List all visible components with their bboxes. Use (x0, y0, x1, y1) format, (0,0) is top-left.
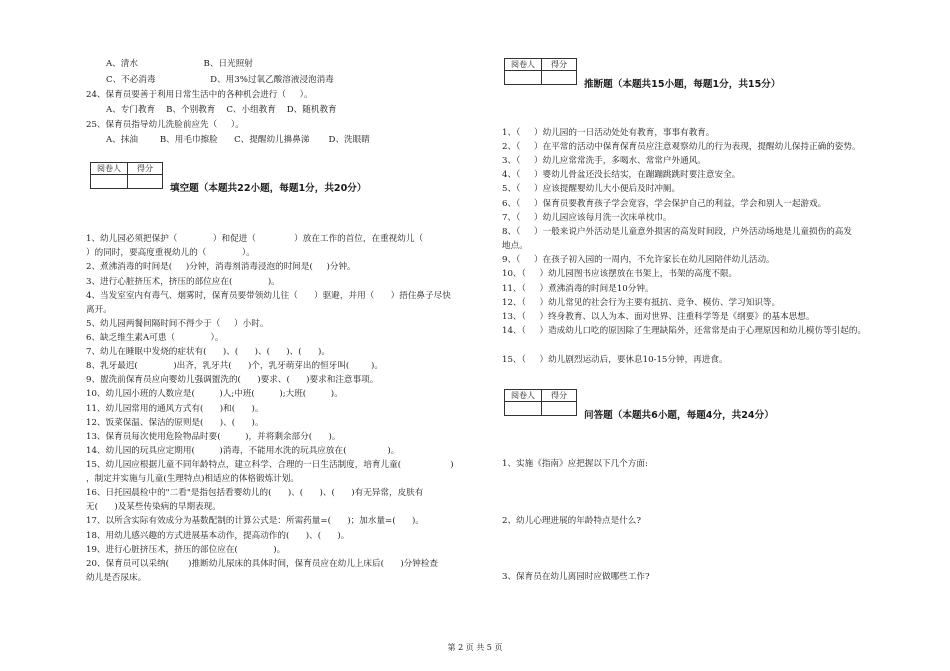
score-cell[interactable] (542, 402, 577, 416)
list-item: 10、幼儿园小班的人数应是( )人;中班( );大班( )。 (86, 389, 343, 399)
score-label: 得分 (128, 163, 163, 175)
score-box (504, 389, 577, 416)
grader-cell[interactable] (505, 402, 542, 416)
list-item: 7、幼儿在睡眠中发烧的症状有( )、( )、( )、( )。 (86, 347, 330, 357)
list-item: 8、乳牙最迟( )出齐，乳牙共( )个，乳牙萌芽出的恒牙叫( )。 (86, 361, 383, 371)
list-item: 9、（ ）在孩子初入园的一周内，不允许家长在幼儿园陪伴幼儿活动。 (502, 255, 775, 265)
score-label: 得分 (542, 59, 577, 71)
grader-label: 阅卷人 (505, 390, 542, 402)
list-item: 13、（ ）终身教育、以人为本、面对世界、注重科学等是《纲要》的基本思想。 (502, 312, 815, 322)
list-item: 5、幼儿园两餐间隔时间不得少于（ ）小时。 (86, 319, 269, 329)
list-item: 4、（ ）婴幼儿骨盆还没长结实，在蹦蹦跳跳时要注意安全。 (502, 170, 741, 180)
option-line: A、清水 B、日光照射 (106, 59, 253, 69)
list-item: 7、（ ）幼儿园应该每月洗一次床单枕巾。 (502, 213, 672, 223)
option-line: C、不必消毒 D、用3%过氧乙酸溶液浸泡消毒 (106, 75, 334, 85)
list-item: 11、（ ）煮沸消毒的时间是10分钟。 (502, 284, 654, 294)
section-title-fill-in: 填空题（本题共22小题，每题1分，共20分） (170, 183, 367, 194)
list-item: 9、盥洗前保育员应向婴幼儿强调盥洗的( )要求、( )要求和注意事项。 (86, 375, 379, 385)
list-item: 离开。 (86, 305, 112, 315)
list-item: 14、幼儿园的玩具应定期用( )消毒，不能用水洗的玩具应放在( )。 (86, 446, 400, 456)
score-box (504, 58, 577, 85)
list-item: 8、（ ）一般来说户外活动是儿童意外损害的高发时间段，户外活动场地是儿童损伤的高发 (502, 227, 852, 237)
list-item: 11、幼儿园常用的通风方式有( )和( )。 (86, 404, 264, 414)
list-item: 12、饭菜保温、保洁的原则是( )、( )。 (86, 418, 264, 428)
score-box (90, 162, 163, 189)
list-item: 15、（ ）幼儿剧烈运动后，要休息10-15分钟，再进食。 (502, 355, 728, 365)
score-label: 得分 (542, 390, 577, 402)
list-item: ，制定并实施与儿童(生理特点)相适应的体格锻炼计划。 (86, 474, 299, 484)
page-footer: 第 2 页 共 5 页 (447, 643, 503, 652)
grader-label: 阅卷人 (91, 163, 128, 175)
section-title-qa: 问答题（本题共6小题，每题4分，共24分） (584, 410, 774, 421)
list-item: 6、缺乏维生素A可患（ ）。 (86, 333, 224, 343)
grader-label: 阅卷人 (505, 59, 542, 71)
list-item: 18、用幼儿感兴趣的方式进展基本动作，提高动作的( )、( )。 (86, 531, 350, 541)
list-item: 15、幼儿园应根据儿童不同年龄特点，建立科学、合理的一日生活制度，培育儿童( ) (86, 460, 454, 470)
list-item: 地点。 (502, 241, 528, 251)
list-item: 1、（ ）幼儿园的一日活动处处有教育，事事有教育。 (502, 128, 715, 138)
qa-question: 2、幼儿心理进展的年龄特点是什么? (502, 516, 641, 526)
question-25: 25、保育员指导幼儿洗脸前应先（ ）。 (86, 120, 244, 130)
score-cell[interactable] (542, 71, 577, 85)
list-item: 幼儿是否尿床。 (86, 573, 147, 583)
qa-question: 3、保育员在幼儿离园时应做哪些工作? (502, 572, 650, 582)
list-item: 3、进行心脏挤压术，挤压的部位应在( )。 (86, 277, 280, 287)
list-item: 20、保育员可以采纳( )推断幼儿尿床的具体时间，保育员应在幼儿上床后( )分钟检查 (86, 559, 439, 569)
list-item: 19、进行心脏挤压术，挤压的部位应在( )。 (86, 545, 286, 555)
list-item: 无( )及某些传染病的早期表现。 (86, 502, 221, 512)
list-item: 13、保育员每次使用危险物品时要( )，并将剩余部分( )。 (86, 432, 341, 442)
question-24: 24、保育员要善于利用日常生活中的各种机会进行（ ）。 (86, 90, 313, 100)
qa-question: 1、实施《指南》应把握以下几个方面: (502, 459, 648, 469)
list-item: 12、（ ）幼儿常见的社会行为主要有抵抗、竞争、模仿、学习知识等。 (502, 298, 781, 308)
section-title-judgment: 推断题（本题共15小题，每题1分，共15分） (584, 79, 781, 90)
score-cell[interactable] (128, 175, 163, 189)
list-item: 5、（ ）应该提醒婴幼儿大小便后及时冲厕。 (502, 184, 681, 194)
list-item: 6、（ ）保育员要教育孩子学会宽容，学会保护自己的利益，学会和别人一起游戏。 (502, 199, 827, 209)
grader-cell[interactable] (505, 71, 542, 85)
list-item: 4、当发室室内有毒气、烟雾时，保育员要带领幼儿往（ ）驱避，并用（ ）捂住鼻子尽快 (86, 291, 451, 301)
list-item: 16、日托园晨检中的"二看"是指包括看婴幼儿的( )、( )、( )有无异常，皮肤有 (86, 488, 424, 498)
list-item: 14、（ ）造成幼儿口吃的原因除了生理缺陷外，还常常是由于心理原因和幼儿模仿等引起的。 (502, 326, 867, 336)
option-line: A、专门教育 B、个别教育 C、小组教育 D、随机教育 (106, 105, 337, 115)
list-item: 17、以所含实际有效成分为基数配制的计算公式是：所需药量=( )；加水量=( )。 (86, 516, 424, 526)
list-item: 3、（ ）幼儿应常常洗手，多喝水、常常户外通风。 (502, 156, 706, 166)
list-item: ）的同时，要高度重视幼儿的（ ）。 (86, 248, 255, 258)
list-item: 2、（ ）在平常的活动中保育保育员应注意观察幼儿的行为表现，提醒幼儿保持正确的姿势。 (502, 142, 861, 152)
option-line: A、抹油 B、用毛巾擦脸 C、提醒幼儿擤鼻涕 D、洗眼睛 (106, 135, 370, 145)
list-item: 1、幼儿园必须把保护（ ）和促进（ ）放在工作的首位，在重视幼儿（ (86, 234, 424, 244)
list-item: 2、煮沸消毒的时间是( )分钟，消毒剂消毒浸泡的时间是( )分钟。 (86, 262, 356, 272)
list-item: 10、（ ）幼儿园图书应该摆放在书架上，书架的高度不限。 (502, 269, 738, 279)
grader-cell[interactable] (91, 175, 128, 189)
